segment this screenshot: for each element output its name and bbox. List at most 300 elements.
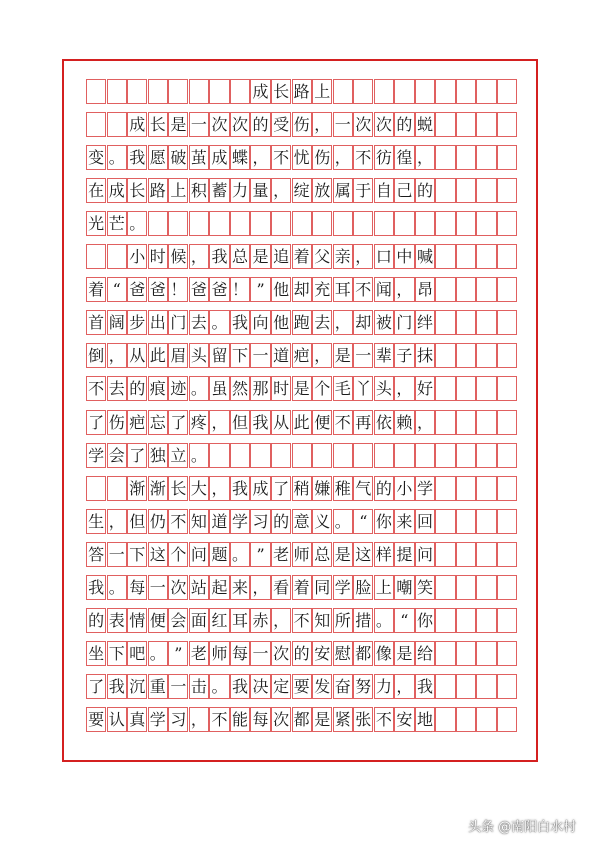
grid-cell: 昂 <box>415 277 435 302</box>
grid-cell: ， <box>107 343 127 368</box>
grid-cell: 一 <box>107 542 127 567</box>
grid-cell: 阔 <box>107 310 127 335</box>
grid-cell <box>374 79 394 104</box>
essay-line <box>86 575 516 600</box>
grid-cell <box>497 244 517 269</box>
grid-cell <box>86 476 106 501</box>
grid-cell: 成 <box>250 476 270 501</box>
grid-cell <box>476 608 496 633</box>
grid-cell: 成 <box>250 79 270 104</box>
grid-cell <box>497 178 517 203</box>
grid-cell <box>456 211 476 236</box>
grid-cell <box>476 443 496 468</box>
grid-cell <box>456 707 476 732</box>
grid-cell: 在 <box>86 178 106 203</box>
grid-cell <box>415 443 435 468</box>
grid-cell <box>497 145 517 170</box>
grid-cell <box>456 277 476 302</box>
grid-cell <box>271 211 291 236</box>
grid-cell: 所 <box>333 608 353 633</box>
grid-cell <box>435 476 455 501</box>
grid-cell: 着 <box>292 244 312 269</box>
grid-cell <box>415 211 435 236</box>
grid-cell: 个 <box>168 542 188 567</box>
grid-cell: 要 <box>292 674 312 699</box>
grid-cell: 紧 <box>333 707 353 732</box>
grid-cell: 渐 <box>148 476 168 501</box>
grid-cell: 师 <box>292 542 312 567</box>
grid-cell <box>107 476 127 501</box>
essay-line <box>86 343 516 368</box>
grid-cell <box>497 277 517 302</box>
grid-cell: 总 <box>312 542 332 567</box>
grid-cell: 一 <box>353 343 373 368</box>
essay-line <box>86 178 516 203</box>
grid-cell: 小 <box>127 244 147 269</box>
grid-cell: 耳 <box>230 608 250 633</box>
grid-cell <box>209 443 229 468</box>
grid-cell: 的 <box>271 509 291 534</box>
grid-cell: 长 <box>271 79 291 104</box>
grid-cell: ， <box>250 575 270 600</box>
grid-cell: 长 <box>168 476 188 501</box>
grid-cell: 生 <box>86 509 106 534</box>
grid-cell <box>230 79 250 104</box>
grid-cell: 一 <box>250 343 270 368</box>
grid-cell: 不 <box>86 376 106 401</box>
grid-cell <box>435 145 455 170</box>
grid-cell: 道 <box>209 509 229 534</box>
grid-cell: 疤 <box>292 343 312 368</box>
grid-cell: 每 <box>250 707 270 732</box>
grid-cell <box>148 211 168 236</box>
grid-cell: 个 <box>312 376 332 401</box>
grid-cell: 。 <box>189 443 209 468</box>
grid-cell: ” <box>250 277 270 302</box>
essay-line <box>86 376 516 401</box>
grid-cell <box>476 244 496 269</box>
grid-cell: 学 <box>415 476 435 501</box>
grid-cell: 首 <box>86 310 106 335</box>
grid-cell: 抹 <box>415 343 435 368</box>
grid-cell: 站 <box>189 575 209 600</box>
grid-cell: 那 <box>250 376 270 401</box>
grid-cell <box>476 542 496 567</box>
grid-cell: 时 <box>271 376 291 401</box>
grid-cell <box>209 79 229 104</box>
grid-cell: “ <box>107 277 127 302</box>
grid-cell: 。 <box>107 145 127 170</box>
grid-cell <box>476 277 496 302</box>
grid-cell: 再 <box>353 410 373 435</box>
grid-cell: 依 <box>374 410 394 435</box>
grid-cell <box>497 476 517 501</box>
grid-cell <box>476 410 496 435</box>
grid-cell <box>456 575 476 600</box>
grid-cell <box>148 79 168 104</box>
grid-cell: ， <box>271 608 291 633</box>
grid-cell: 渐 <box>127 476 147 501</box>
grid-cell: 习 <box>250 509 270 534</box>
grid-cell <box>353 443 373 468</box>
grid-cell: 稚 <box>333 476 353 501</box>
grid-cell: 蜕 <box>415 112 435 137</box>
grid-cell: 我 <box>209 244 229 269</box>
grid-cell: ， <box>189 707 209 732</box>
essay-line <box>86 112 516 137</box>
grid-cell: 好 <box>415 376 435 401</box>
grid-cell: 疤 <box>127 410 147 435</box>
grid-cell: 气 <box>353 476 373 501</box>
grid-cell: 自 <box>374 178 394 203</box>
grid-cell: 立 <box>168 443 188 468</box>
grid-cell: 知 <box>312 608 332 633</box>
grid-cell <box>435 310 455 335</box>
grid-cell: 中 <box>394 244 414 269</box>
essay-line <box>86 410 516 435</box>
grid-cell: 父 <box>312 244 332 269</box>
grid-cell <box>189 79 209 104</box>
grid-cell <box>435 641 455 666</box>
grid-cell: 我 <box>230 674 250 699</box>
grid-cell: 你 <box>415 608 435 633</box>
grid-cell: 一 <box>333 112 353 137</box>
grid-cell: 是 <box>250 244 270 269</box>
grid-cell: “ <box>353 509 373 534</box>
grid-cell: 追 <box>271 244 291 269</box>
grid-cell <box>333 79 353 104</box>
grid-cell: 不 <box>271 145 291 170</box>
grid-cell: 伤 <box>312 145 332 170</box>
grid-cell: 着 <box>86 277 106 302</box>
grid-cell <box>476 509 496 534</box>
grid-cell <box>230 211 250 236</box>
grid-cell: 来 <box>230 575 250 600</box>
grid-cell: 看 <box>271 575 291 600</box>
grid-cell <box>374 211 394 236</box>
grid-cell: 学 <box>86 443 106 468</box>
grid-cell: 彷 <box>374 145 394 170</box>
grid-cell: 的 <box>374 476 394 501</box>
grid-cell <box>456 178 476 203</box>
grid-cell: 路 <box>292 79 312 104</box>
grid-cell <box>107 244 127 269</box>
grid-cell: 会 <box>107 443 127 468</box>
grid-cell: ， <box>415 145 435 170</box>
grid-cell <box>250 443 270 468</box>
grid-cell: 坐 <box>86 641 106 666</box>
grid-cell: 措 <box>353 608 373 633</box>
grid-cell <box>476 674 496 699</box>
grid-cell: ” <box>250 542 270 567</box>
grid-cell: 安 <box>312 641 332 666</box>
grid-cell: 的 <box>394 112 414 137</box>
grid-cell: 口 <box>374 244 394 269</box>
grid-cell: ， <box>189 244 209 269</box>
grid-cell: 这 <box>353 542 373 567</box>
grid-cell: 步 <box>127 310 147 335</box>
grid-cell: 量 <box>250 178 270 203</box>
grid-cell <box>497 608 517 633</box>
grid-cell: 次 <box>353 112 373 137</box>
grid-cell: 耳 <box>333 277 353 302</box>
grid-cell: 意 <box>292 509 312 534</box>
grid-cell <box>456 310 476 335</box>
grid-cell: 蓄 <box>209 178 229 203</box>
grid-cell: 属 <box>333 178 353 203</box>
grid-cell: 去 <box>312 310 332 335</box>
grid-cell: 绽 <box>292 178 312 203</box>
grid-cell <box>476 310 496 335</box>
grid-cell: 不 <box>168 509 188 534</box>
grid-cell: 路 <box>148 178 168 203</box>
title-row <box>86 79 516 104</box>
grid-cell: 从 <box>127 343 147 368</box>
grid-cell: ， <box>312 343 332 368</box>
grid-cell: ， <box>209 476 229 501</box>
grid-cell: 是 <box>333 542 353 567</box>
grid-cell: 每 <box>127 575 147 600</box>
grid-cell: 丫 <box>353 376 373 401</box>
grid-cell: 倒 <box>86 343 106 368</box>
grid-cell <box>456 542 476 567</box>
grid-cell: 大 <box>189 476 209 501</box>
grid-cell: 回 <box>415 509 435 534</box>
grid-cell: 的 <box>415 178 435 203</box>
grid-cell <box>497 112 517 137</box>
grid-cell: 从 <box>271 410 291 435</box>
grid-cell: 徨 <box>394 145 414 170</box>
grid-cell: 慰 <box>333 641 353 666</box>
grid-cell: 伤 <box>107 410 127 435</box>
grid-cell: 能 <box>230 707 250 732</box>
grid-cell: 着 <box>292 575 312 600</box>
grid-cell: 力 <box>230 178 250 203</box>
grid-cell: 地 <box>415 707 435 732</box>
grid-cell: 了 <box>86 410 106 435</box>
grid-cell: 忘 <box>148 410 168 435</box>
grid-cell: 蝶 <box>230 145 250 170</box>
grid-cell: 是 <box>312 707 332 732</box>
grid-cell <box>497 310 517 335</box>
grid-cell <box>394 79 414 104</box>
grid-cell: 次 <box>271 707 291 732</box>
grid-cell: ！ <box>230 277 250 302</box>
essay-line <box>86 707 516 732</box>
grid-cell: 奋 <box>333 674 353 699</box>
grid-cell: 义 <box>312 509 332 534</box>
essay-line <box>86 542 516 567</box>
grid-cell <box>456 343 476 368</box>
grid-cell: 下 <box>107 641 127 666</box>
grid-cell <box>435 112 455 137</box>
grid-cell: “ <box>394 608 414 633</box>
grid-cell: 他 <box>271 277 291 302</box>
grid-cell: 道 <box>271 343 291 368</box>
grid-cell: 却 <box>353 310 373 335</box>
grid-cell <box>435 211 455 236</box>
grid-cell: 学 <box>148 707 168 732</box>
grid-cell: 闻 <box>374 277 394 302</box>
grid-cell: 。 <box>230 542 250 567</box>
grid-cell: 每 <box>230 641 250 666</box>
grid-cell: 红 <box>209 608 229 633</box>
grid-cell <box>456 145 476 170</box>
watermark: 头条 @南阳白水村 <box>468 820 577 835</box>
grid-cell: 答 <box>86 542 106 567</box>
grid-cell: 上 <box>374 575 394 600</box>
grid-cell <box>86 112 106 137</box>
grid-cell: 跑 <box>292 310 312 335</box>
grid-cell <box>456 410 476 435</box>
grid-cell <box>456 476 476 501</box>
grid-cell <box>86 79 106 104</box>
grid-cell: 长 <box>127 178 147 203</box>
grid-cell: 面 <box>189 608 209 633</box>
grid-cell: 伤 <box>292 112 312 137</box>
grid-cell <box>497 707 517 732</box>
grid-cell: 定 <box>271 674 291 699</box>
grid-cell: 辈 <box>374 343 394 368</box>
grid-cell: 光 <box>86 211 106 236</box>
grid-cell: 师 <box>209 641 229 666</box>
grid-cell <box>476 145 496 170</box>
grid-cell <box>312 443 332 468</box>
grid-cell: 像 <box>374 641 394 666</box>
grid-cell: ， <box>333 145 353 170</box>
grid-cell: 的 <box>250 112 270 137</box>
grid-cell: 一 <box>148 575 168 600</box>
grid-cell: 头 <box>374 376 394 401</box>
grid-cell: 爸 <box>209 277 229 302</box>
grid-cell <box>497 410 517 435</box>
grid-cell <box>435 674 455 699</box>
grid-cell <box>476 343 496 368</box>
grid-cell: ！ <box>168 277 188 302</box>
grid-cell <box>353 79 373 104</box>
grid-cell <box>497 542 517 567</box>
grid-cell: ， <box>353 244 373 269</box>
grid-cell: 茧 <box>189 145 209 170</box>
grid-cell: 痕 <box>148 376 168 401</box>
grid-cell: 了 <box>168 410 188 435</box>
grid-cell: ， <box>250 145 270 170</box>
grid-cell <box>497 211 517 236</box>
grid-cell: 喊 <box>415 244 435 269</box>
grid-cell: ， <box>333 310 353 335</box>
grid-cell: 。 <box>374 608 394 633</box>
grid-cell <box>456 608 476 633</box>
grid-cell: 击 <box>189 674 209 699</box>
grid-cell: 小 <box>394 476 414 501</box>
grid-cell: 。 <box>107 575 127 600</box>
grid-cell: 此 <box>292 410 312 435</box>
grid-cell: ， <box>394 277 414 302</box>
grid-cell: 受 <box>271 112 291 137</box>
grid-cell: 我 <box>127 145 147 170</box>
grid-cell: 知 <box>189 509 209 534</box>
grid-cell: 候 <box>168 244 188 269</box>
grid-cell: 决 <box>250 674 270 699</box>
grid-cell: 。 <box>333 509 353 534</box>
essay-line <box>86 608 516 633</box>
grid-cell: 不 <box>374 707 394 732</box>
grid-cell: 给 <box>415 641 435 666</box>
grid-cell <box>435 376 455 401</box>
grid-cell: 次 <box>374 112 394 137</box>
grid-cell <box>333 443 353 468</box>
grid-cell: 下 <box>230 343 250 368</box>
grid-cell: 了 <box>127 443 147 468</box>
grid-cell: 亲 <box>333 244 353 269</box>
grid-cell: 我 <box>86 575 106 600</box>
grid-cell <box>415 79 435 104</box>
grid-cell: ， <box>394 674 414 699</box>
grid-cell: 次 <box>209 112 229 137</box>
grid-cell <box>476 112 496 137</box>
grid-cell: 这 <box>148 542 168 567</box>
grid-cell: 上 <box>312 79 332 104</box>
grid-cell: ， <box>209 410 229 435</box>
grid-cell: 。 <box>209 674 229 699</box>
grid-cell: 是 <box>292 376 312 401</box>
grid-cell: 成 <box>107 178 127 203</box>
grid-cell: 重 <box>148 674 168 699</box>
grid-cell <box>292 443 312 468</box>
grid-cell: 充 <box>312 277 332 302</box>
grid-cell <box>107 112 127 137</box>
grid-cell <box>476 211 496 236</box>
grid-cell <box>435 79 455 104</box>
grid-cell: 努 <box>353 674 373 699</box>
grid-cell: 己 <box>394 178 414 203</box>
grid-cell <box>456 244 476 269</box>
grid-cell <box>374 443 394 468</box>
grid-cell: 不 <box>353 145 373 170</box>
grid-cell: 我 <box>415 674 435 699</box>
grid-cell: 不 <box>292 608 312 633</box>
grid-cell <box>250 211 270 236</box>
grid-cell: 起 <box>209 575 229 600</box>
grid-cell: 情 <box>127 608 147 633</box>
grid-cell <box>456 79 476 104</box>
grid-cell: 是 <box>168 112 188 137</box>
grid-cell: 此 <box>148 343 168 368</box>
grid-cell <box>230 443 250 468</box>
grid-cell <box>189 211 209 236</box>
grid-cell: 都 <box>353 641 373 666</box>
grid-cell: 下 <box>127 542 147 567</box>
grid-cell: 我 <box>230 476 250 501</box>
grid-cell: 头 <box>189 343 209 368</box>
grid-cell: 却 <box>292 277 312 302</box>
grid-cell <box>333 211 353 236</box>
grid-cell: 。 <box>189 376 209 401</box>
grid-cell: 。 <box>148 641 168 666</box>
grid-cell: 门 <box>394 310 414 335</box>
grid-cell: 来 <box>394 509 414 534</box>
grid-cell: 他 <box>271 310 291 335</box>
grid-cell: 都 <box>292 707 312 732</box>
grid-cell: 不 <box>209 707 229 732</box>
grid-cell: 是 <box>394 641 414 666</box>
grid-cell: 便 <box>148 608 168 633</box>
essay-line <box>86 145 516 170</box>
grid-cell: 不 <box>333 410 353 435</box>
grid-cell: 仍 <box>148 509 168 534</box>
grid-cell <box>497 79 517 104</box>
grid-cell: 迹 <box>168 376 188 401</box>
